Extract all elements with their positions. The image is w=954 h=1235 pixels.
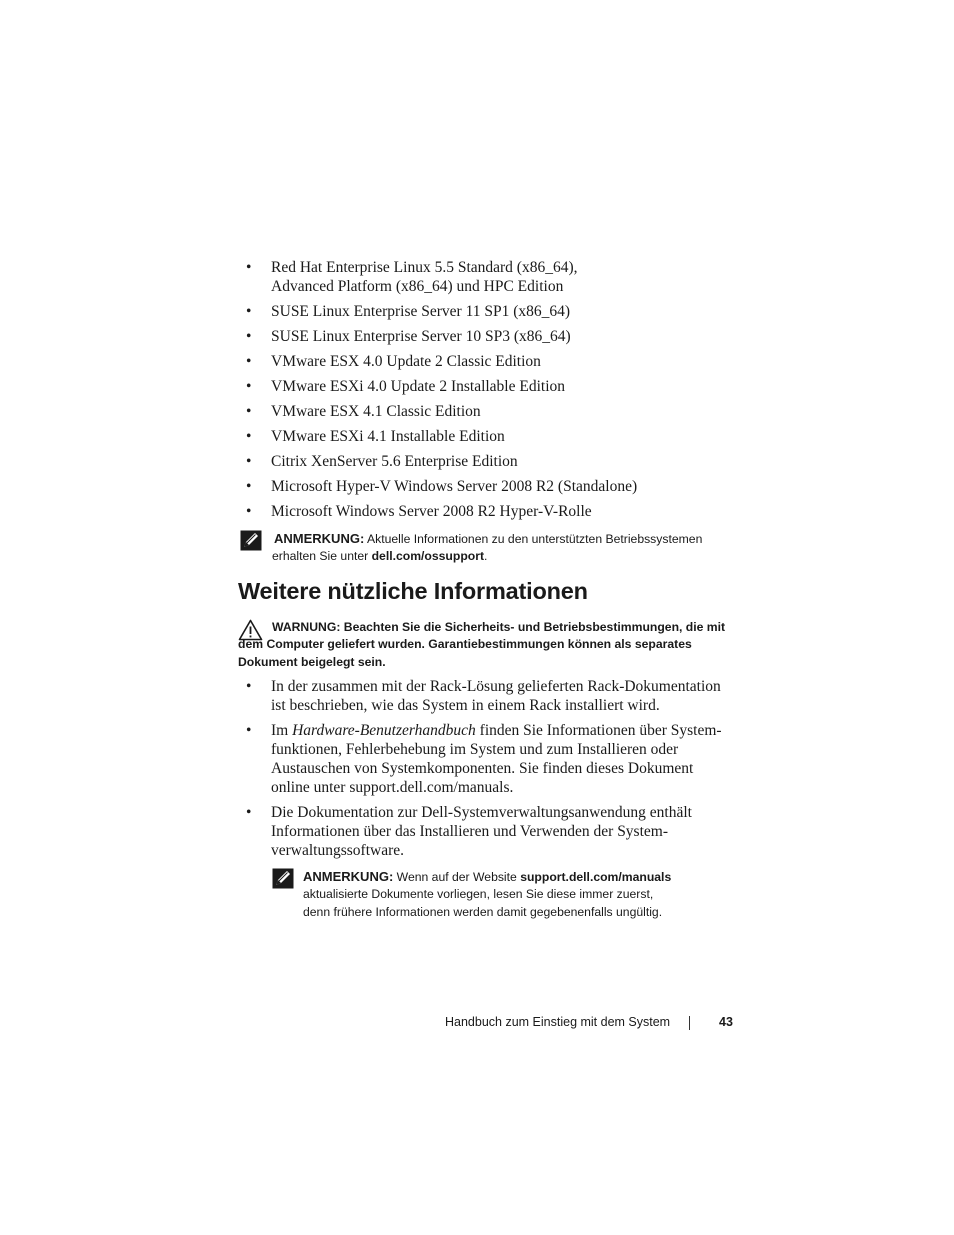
list-item: • Citrix XenServer 5.6 Enterprise Edition bbox=[246, 452, 518, 470]
list-item: • SUSE Linux Enterprise Server 11 SP1 (x86_64) bbox=[246, 302, 571, 320]
info-list bbox=[246, 678, 732, 867]
list-item: • Red Hat Enterprise Linux 5.5 Standard (x86_64), Advanced Platform (x86_64) und HPC Edition bbox=[246, 259, 578, 295]
os-list bbox=[246, 259, 726, 528]
page-number: 43 bbox=[719, 1015, 733, 1029]
list-item: • VMware ESX 4.0 Update 2 Classic Edition bbox=[246, 352, 541, 370]
list-item: • Im Hardware-Benutzerhandbuch finden Sie Informationen über System- funktionen, Fehlerbehebung im System und zum Installieren oder Austauschen von Systemkomponenten. Sie finden dieses Dokument online unter support.dell.com/manuals. bbox=[246, 722, 722, 796]
bullet: • bbox=[246, 259, 252, 276]
list-item: • SUSE Linux Enterprise Server 10 SP3 (x86_64) bbox=[246, 327, 571, 345]
note-manuals: ANMERKUNG: Wenn auf der Website support.dell.com/manuals aktualisierte Dokumente vorliegen, lesen Sie diese immer zuerst, denn frühere Informationen werden damit gegebenenfalls ungültig. bbox=[272, 868, 732, 921]
warning-triangle-icon bbox=[238, 619, 263, 641]
list-item: • Die Dokumentation zur Dell-Systemverwaltungsanwendung enthält Informationen über das Installieren und Verwenden der System-verwaltungssoftware. bbox=[246, 804, 692, 859]
section-heading: Weitere nützliche Informationen bbox=[238, 578, 588, 604]
list-item: • Microsoft Windows Server 2008 R2 Hyper-V-Rolle bbox=[246, 502, 592, 520]
list-item: • In der zusammen mit der Rack-Lösung gelieferten Rack-Dokumentation ist beschrieben, wie das System in einem Rack installiert wird. bbox=[246, 678, 721, 714]
list-item: • Microsoft Hyper-V Windows Server 2008 R2 (Standalone) bbox=[246, 477, 638, 495]
note-pencil-icon bbox=[240, 530, 262, 551]
footer-title: Handbuch zum Einstieg mit dem System bbox=[445, 1015, 671, 1029]
list-item: • VMware ESX 4.1 Classic Edition bbox=[246, 402, 481, 420]
link-manuals[interactable]: support.dell.com/manuals bbox=[349, 778, 510, 796]
note-os-support: ANMERKUNG: Aktuelle Informationen zu den unterstützten Betriebssystemen erhalten Sie unter dell.com/ossupport. bbox=[240, 530, 740, 566]
warning-block: WARNUNG: Beachten Sie die Sicherheits- und Betriebsbestimmungen, die mit dem Computer geliefert wurden. Garantiebestimmungen können als separates Dokument beigelegt sein. bbox=[238, 620, 726, 669]
list-item: • VMware ESXi 4.1 Installable Edition bbox=[246, 427, 505, 445]
link-manuals[interactable]: support.dell.com/manuals bbox=[520, 870, 672, 884]
footer-divider bbox=[689, 1016, 690, 1030]
note-pencil-icon bbox=[272, 868, 294, 889]
list-item: • VMware ESXi 4.0 Update 2 Installable Edition bbox=[246, 377, 566, 395]
link-ossupport[interactable]: dell.com/ossupport bbox=[371, 549, 485, 564]
